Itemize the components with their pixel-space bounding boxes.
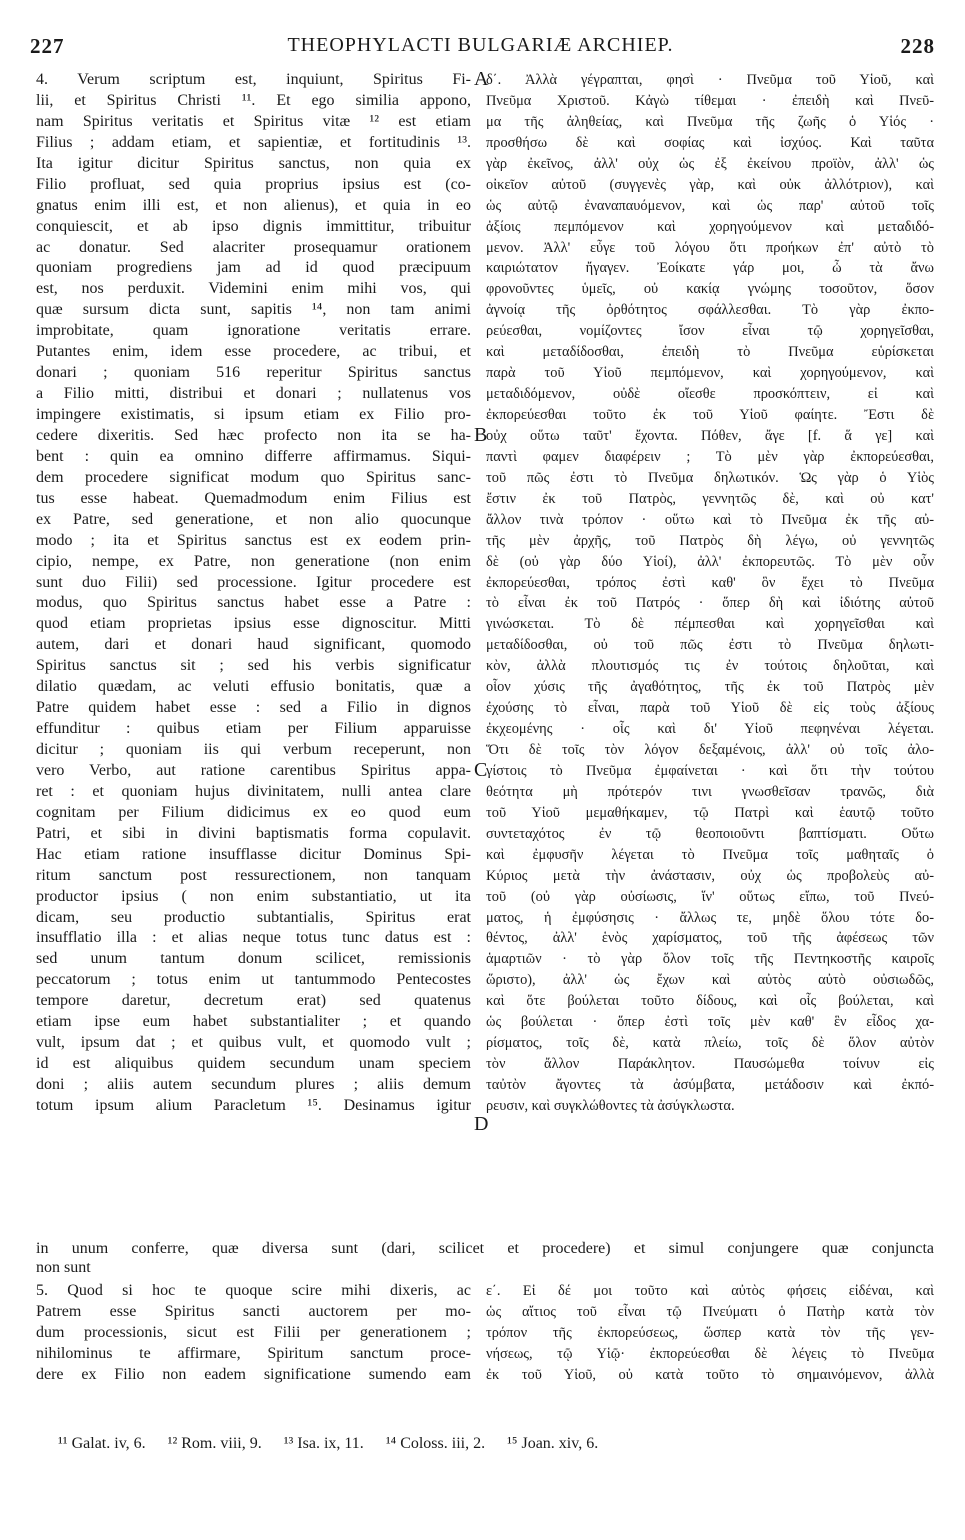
text-line: ὥριστο), ἀλλ' ὡς ἔχων καὶ αὐτὸς αὐτὸ οὐσιωδῶς, [486,972,934,989]
footnote-14: ¹⁴ Coloss. iii, 2. [385,1435,486,1452]
margin-marker-c: C [474,759,488,781]
text-line: καὶ ὅτε βούλεται τοῦτο δίδους, καὶ οἷς βούλεται, καὶ [486,993,934,1010]
text-line: Πνεῦμα Χριστοῦ. Κἀγὼ τίθεμαι · ἐπειδὴ καὶ Πνεῦ- [486,92,934,109]
text-line: Patrem esse Spiritus sancti auctorem per mo- [36,1302,471,1320]
text-line: tempore daretur, decretum erat) sed quatenus [36,992,471,1010]
text-line: 4. Verum scriptum est, inquiunt, Spiritus Fi- [36,71,471,88]
text-line: id est aliquibus quidem secundum unam speciem [36,1055,471,1073]
text-line: ret : et quoniam hujus divinitatem, nulli antea clare [36,782,471,800]
text-line: ἄλλον τινὰ τρόπον · οὕτω καὶ τὸ Πνεῦμα ἐκ τῆς αὐ- [486,511,934,528]
text-line: est, nos perduxit. Videmini enim mihi vos, qui [36,280,471,298]
page-number-left: 227 [30,34,65,58]
footnote-13: ¹³ Isa. ix, 11. [283,1435,364,1452]
text-line: modus, quo Spiritus sanctus habet esse a Patre : [36,594,471,612]
footnotes [58,1435,918,1453]
spanning-line: in unum conferre, quæ diversa sunt (dari, scilicet et procedere) et simul conjungere quæ conjuncta [36,1240,934,1257]
text-line: conquiescit, et ab ipso dignis immittitur, tribuitur [36,217,471,235]
text-line: οἷον χύσις τῆς ἀγαθότητος, τῆς ἐκ τοῦ Πατρὸς μὲν [486,679,934,696]
text-line: ρίσματος, τοῖς δὲ, κατὰ πλείω, τοῖς δὲ ὅλον αὐτὸν [486,1035,934,1052]
text-line: μεταδιδόμενον, οὐδὲ οἴεσθε προσκόπτειν, εἰ καὶ [486,386,934,403]
text-line: dum processionis, sicut est Filii per generationem ; [36,1323,471,1341]
text-line: καιριώτατον ἤγαγεν. Ἐοίκατε γάρ μοι, ὦ τὰ ἄνω [486,260,934,277]
text-line: productor ipsius ( non enim substantiatio, ut ita [36,887,471,905]
text-line: dicam, seu productio subtantialis, Spiritus erat [36,908,471,926]
text-line: Filius ; addam etiam, et sapientiæ, et fortitudinis ¹³. [36,133,471,151]
text-line: γινώσκεται. Τὸ δὲ πέμπεσθαι καὶ χορηγεῖσθαι καὶ [486,616,934,633]
greek-section-5 [486,1281,934,1386]
text-line: nihilominus te affirmare, Spiritum sanctum proce- [36,1344,471,1362]
text-line: vult, ipsum dat ; et quibus vult, et quomodo vult ; [36,1034,471,1052]
text-line: θεότητα μὴ πρότερόν τινι γνωσθεῖσαν τρανῶς, διὰ [486,783,934,800]
text-line: ὡς αἴτιος τοῦ εἶναι τῷ Πνεύματι ὁ Πατὴρ κατὰ τὸν [486,1303,934,1320]
text-line: δ΄. Ἀλλὰ γέγραπται, φησὶ · Πνεῦμα τοῦ Υἱοῦ, καὶ [486,72,934,88]
text-line: Ὅτι δὲ τοῖς τὸν λόγον δεξαμένοις, ἀλλ' οὐ τοῖς ἀλο- [486,742,934,758]
greek-column [486,70,934,1117]
text-line: lii, et Spiritus Christi ¹¹. Et ego similia appono, [36,91,471,109]
text-line: τῆς μὲν ἀρχῆς, τοῦ Πατρὸς δὴ λέγω, οὐ γεννητῶς [486,532,934,549]
text-line: Patri, et sibi in divini baptismatis forma copulavit. [36,824,471,842]
text-line: cedere dixeritis. Sed hæc profecto non ita se ha- [36,426,471,444]
text-line: ὡς αὐτῷ ἐναναπαυόμενον, καὶ ὡς παρ' αὐτοῦ τοῖς [486,197,934,214]
text-line: dere ex Filio non eadem significatione sumendo eam [36,1365,471,1383]
text-line: sed unum tantum donum scilicet, remissionis [36,950,471,968]
text-line: τοῦ πῶς ἐστι τὸ Πνεῦμα δηλωτικόν. Ὡς γὰρ ὁ Υἱὸς [486,469,934,486]
text-line: sunt duo Filii) sed processione. Igitur procedere est [36,573,471,591]
text-line: autem, dari et donari haud significant, quomodo [36,636,471,654]
text-line: παρὰ τοῦ Υἱοῦ πεμπόμενον, καὶ χορηγούμενον, καὶ [486,365,934,382]
margin-marker-a: A [474,68,489,90]
text-line: τοῦ (οὐ γὰρ οὐσίωσις, ἵν' οὕτως εἴπω, τοῦ Πνεύ- [486,888,934,905]
text-line: quæ sursum dicta sunt, sapitis ¹⁴, non tam animi [36,301,471,319]
text-line: τὸν ἄλλον Παράκλητον. Παυσώμεθα τοίνυν εἰς [486,1056,934,1073]
text-line: nam Spiritus veritatis et Spiritus vitæ ¹² est etiam [36,112,471,130]
text-line: dilatio quædam, ac veluti effusio bonitatis, quæ a [36,678,471,696]
text-line: οἰκεῖον αὐτοῦ (συγγενὲς γὰρ, καὶ οὐκ ἀλλότριον), καὶ [486,176,934,193]
text-line: τρόπον τῆς ἐκπορεύσεως, ὥσπερ κατὰ τὸν τῆς γεν- [486,1324,934,1341]
text-line: ἐκ τοῦ Υἱοῦ, οὐ κατὰ τοῦτο τὸ σημαινόμενον, ἀλλὰ [486,1366,934,1383]
text-line: ἀξίοις πεμπόμενον καὶ χορηγούμενον καὶ μεταδιδό- [486,218,934,235]
text-line: ἔστιν ἐκ τοῦ Πατρὸς, γεννητῶς δὲ, καὶ οὐ κατ' [486,490,934,507]
page-number-right: 228 [900,34,935,58]
margin-marker-d: D [474,1113,489,1135]
text-line: improbitate, quam ignoratione veritatis errare. [36,322,471,340]
text-line: Patre quidem habet esse : sed a Filio in dignos [36,699,471,717]
text-line: τὸ εἶναι ἐκ τοῦ Πατρός · ὅπερ δὴ καὶ ἰδιότης αὐτοῦ [486,595,934,612]
text-line: etiam ipse eum habet substantialiter ; et quando [36,1013,471,1031]
text-line: totum ipsum alium Paracletum ¹⁵. Desinamus igitur [36,1096,471,1114]
text-line: γὰρ ἐκεῖνος, ἀλλ' οὐχ ὡς ἐξ ἐκείνου προϊὸν, ἀλλ' ὡς [486,155,934,172]
text-line: bent : quin ea omnino differre affirmamus. Siqui- [36,447,471,465]
text-line: Ita igitur dicitur Spiritus sanctus, non quia ex [36,154,471,172]
text-line: ac donatur. Sed alacriter prosequamur orationem [36,238,471,256]
text-line: gnatus enim illi est, et non alienus), et quia in eo [36,196,471,214]
text-line: τοῦ Υἱοῦ μεμαθήκαμεν, τῷ Πατρὶ καὶ ἑαυτῷ τοῦτο [486,804,934,821]
text-line: οὐχ οὕτω ταῦτ' ἔχοντα. Πόθεν, ἄγε [f. ἅ γε] καὶ [486,427,934,444]
text-line: ἐκχεομένης · οἷς καὶ δι' Υἱοῦ πεφηνέναι λέγεται. [486,721,934,738]
text-line: peccatorum ; totus enim ut tantummodo Pentecostes [36,971,471,989]
text-line: κὸν, ἀλλὰ πλουτισμός τις ἐν τούτοις δηλοῦται, καὶ [486,658,934,675]
text-line: θέντος, ἀλλ' ἑνὸς χαρίσματος, τοῦ τῆς ἀφέσεως τῶν [486,930,934,947]
text-line: ταὐτὸν ἄγοντες τὰ ἀσύμβατα, μετάδοσιν καὶ ἐκπό- [486,1077,934,1093]
latin-column [36,70,471,1117]
text-line: καὶ ἐμφυσῆν λέγεται τὸ Πνεῦμα τοῖς μαθηταῖς ὁ [486,846,934,863]
text-line: Κύριος μετὰ τὴν ἀνάστασιν, οὐχ ὡς προβολεὺς αὐ- [486,867,934,884]
text-line: donari ; quoniam 516 reperitur Spiritus sanctus [36,364,471,382]
text-line: quod etiam proprietas ipsius esse dignoscitur. Mitti [36,615,471,633]
text-line: Hac etiam ratione insufflasse dicitur Dominus Spi- [36,845,471,863]
text-line: φρονοῦντες ὑμεῖς, οὐ κακίᾳ γνώμης τοσοῦτον, ὅσον [486,281,934,298]
text-line: ρεύεσθαι, νομίζοντες ἴσον εἶναι τῷ χορηγεῖσθαι, [486,323,934,340]
text-line: tus esse habeat. Quemadmodum enim Filius est [36,489,471,507]
text-line: doni ; aliis autem secundum plures ; aliis demum [36,1076,471,1093]
text-line: μεταδίδοσθαι, οὐ τοῦ πῶς ἐστι τὸ Πνεῦμα δηλωτι- [486,637,934,654]
text-line: Filio profluat, sed quia proprius ipsius est (co- [36,175,471,193]
text-line: quoniam progrediens jam ad id quod præcipuum [36,259,471,277]
text-line: ritum sanctum post ressurectionem, non tanquam [36,866,471,884]
text-line: ἁμαρτιῶν · τὸ γὰρ ὅλον τοῖς τῆς Πεντηκοστῆς καιροῖς [486,951,934,968]
latin-tail: non sunt [36,1259,91,1276]
text-line: νήσεως, τῷ Υἱῷ· ἐκπορεύεσθαι δὲ λέγεις τὸ Πνεῦμα [486,1345,934,1362]
text-line: cipio, nempe, ex Patre, non generatione (non enim [36,552,471,570]
text-line: ρευσιν, καὶ συγκλώθοντες τὰ ἀσύγκλωστα. [486,1097,735,1114]
text-line: ἐκπορεύεσθαι τοῦτο ἐκ τοῦ Υἱοῦ φαίητε. Ἔστι δὲ [486,407,934,423]
text-line: ἐκπορεύεσθαι, τρόπος ἐστὶ καθ' ὃν ἔχει τὸ Πνεῦμα [486,574,934,591]
footnote-12: ¹² Rom. viii, 9. [167,1435,262,1452]
text-line: Putantes enim, idem esse procedere, ac tribui, et [36,343,471,361]
text-line: δὲ (οὐ γὰρ δύο Υἱοί), ἀλλ' ἐκπορευτῶς. Τὸ μὲν οὖν [486,553,934,570]
text-line: ἀγνοίᾳ τῆς ὀρθότητος σφάλλεσθαι. Τὸ γὰρ ἐκπο- [486,302,934,319]
text-line: cognitam per Filium didicimus ex eo quod eum [36,803,471,821]
text-line: καὶ μεταδίδοσθαι, ἐπειδὴ τὸ Πνεῦμα εὑρίσκεται [486,344,934,361]
text-line: ε΄. Εἰ δέ μοι τοῦτο καὶ αὐτὸς φήσεις εἰδέναι, καὶ [486,1283,934,1299]
text-line: 5. Quod si hoc te quoque scire mihi dixeris, ac [36,1282,471,1299]
text-line: impingere existimatis, si ipsum etiam ex Filio pro- [36,406,471,423]
text-line: modo ; ita et Spiritus sanctus est ex eodem prin- [36,531,471,549]
page-header [26,34,935,62]
text-line: ἐχούσης τὸ εἶναι, παρὰ τοῦ Υἱοῦ δὲ εἰς τοὺς ἀξίους [486,700,934,717]
latin-section-5 [36,1281,471,1386]
text-line: μενον. Ἀλλ' εὖγε τοῦ λόγου ὅτι προήκων ἐπ' αὐτὸ τὸ [486,239,934,256]
text-line: effunditur : quibus etiam per Filium apparuisse [36,720,471,738]
running-head: THEOPHYLACTI BULGARIÆ ARCHIEP. [287,34,674,56]
text-line: Spiritus sanctus sit ; sed his verbis significatur [36,657,471,675]
text-line: vero Verbo, aut ratione carentibus Spiritus appa- [36,761,471,779]
text-line: ματος, ἡ ἐμφύσησις · ἄλλως τε, μηδὲ ὅλου τότε δο- [486,909,934,926]
text-line: a Filio mitti, distribui et donari ; nullatenus vos [36,385,471,403]
text-line: προσθήσω δὲ καὶ σοφίας καὶ ἰσχύος. Καὶ ταῦτα [486,134,934,151]
text-line: γίστοις τὸ Πνεῦμα ἐμφαίνεται · καὶ ὅτι τὴν τούτου [486,762,934,779]
text-line: ὡς βούλεται · ὅπερ ἐστὶ τοῖς μὲν καθ' ἓν εἶδος χα- [486,1014,934,1031]
footnote-11: ¹¹ Galat. iv, 6. [58,1435,146,1452]
text-line: ex Patre, sed generatione, et non alio quocunque [36,510,471,528]
text-line: μα τῆς ἀληθείας, καὶ Πνεῦμα τῆς ζωῆς ὁ Υἱός · [486,113,934,130]
text-line: insufflatio illa : et alias neque totus tunc datus est : [36,929,471,947]
footnote-15: ¹⁵ Joan. xiv, 6. [507,1435,599,1452]
text-line: dicitur ; quoniam iis qui verbum receperunt, non [36,741,471,758]
text-line: παντὶ φαμεν διαφέρειν ; Τὸ μὲν γὰρ ἐκπορεύεσθαι, [486,448,934,465]
text-line: συντεταχότος ἐν τῷ θεοποιοῦντι βαπτίσματι. Οὕτω [486,825,934,842]
margin-marker-b: B [474,424,488,446]
text-line: dem procedere significat modum quo Spiritus sanc- [36,468,471,486]
